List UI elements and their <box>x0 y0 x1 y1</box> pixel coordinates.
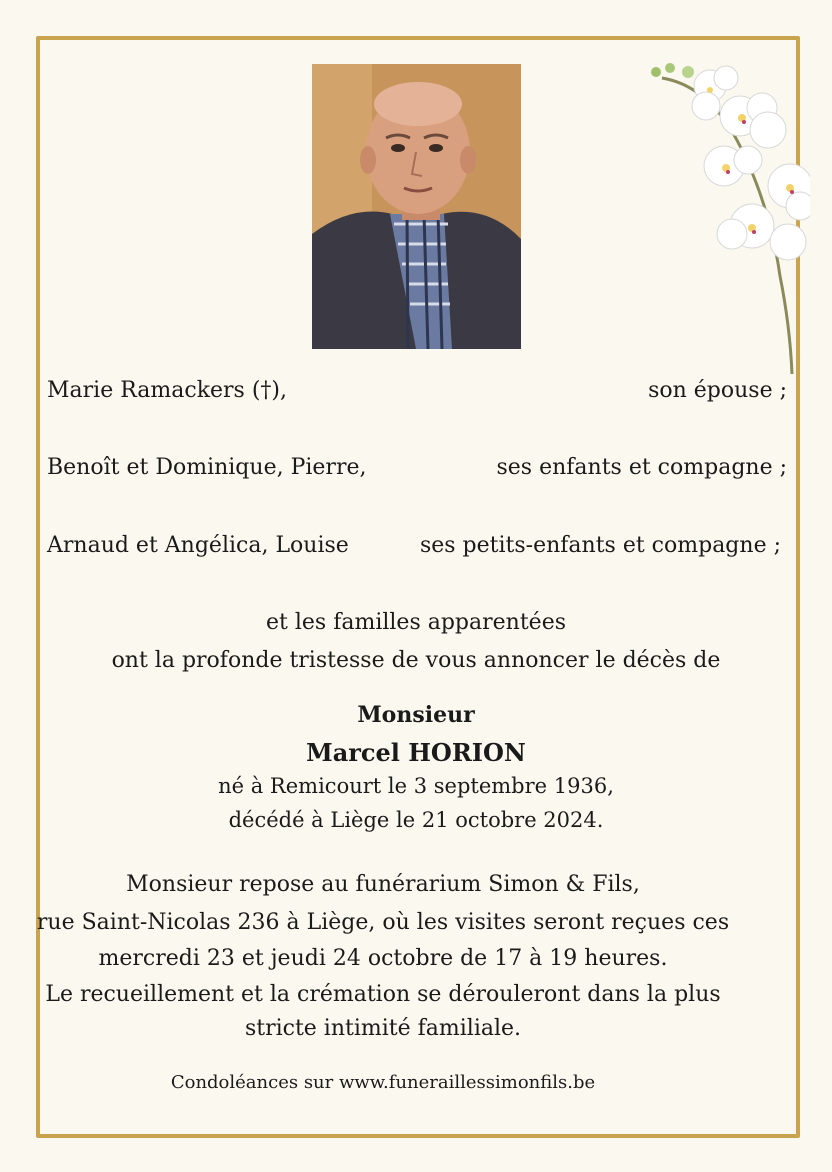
family-relation: son épouse ; <box>648 378 787 403</box>
orchid-decoration-icon <box>640 56 810 376</box>
family-row-grandchildren <box>47 533 787 567</box>
details-line-5: stricte intimité familiale. <box>244 1016 522 1041</box>
family-names: Arnaud et Angélica, Louise <box>47 533 349 558</box>
family-row-children <box>47 455 787 489</box>
details-line-4: Le recueillement et la crémation se dérouleront dans la plus <box>45 982 721 1007</box>
family-row-spouse <box>47 378 787 412</box>
details-line-3: mercredi 23 et jeudi 24 octobre de 17 à 19 heures. <box>98 946 668 971</box>
family-relation: ses petits-enfants et compagne ; <box>419 533 781 558</box>
portrait-photo <box>312 64 521 349</box>
deceased-name: Marcel HORION <box>306 738 526 767</box>
details-line-1: Monsieur repose au funérarium Simon & Fils, <box>126 872 640 897</box>
intro-line-2: ont la profonde tristesse de vous annoncer le décès de <box>111 648 721 673</box>
intro-line-1: et les familles apparentées <box>266 610 566 635</box>
birth-line: né à Remicourt le 3 septembre 1936, <box>218 774 614 798</box>
condolences-footer: Condoléances sur www.funeraillessimonfils.be <box>170 1072 596 1093</box>
death-line: décédé à Liège le 21 octobre 2024. <box>228 808 604 832</box>
deceased-title: Monsieur <box>357 702 475 728</box>
family-names: Marie Ramackers (†), <box>47 378 288 403</box>
family-relation: ses enfants et compagne ; <box>496 455 787 480</box>
details-line-2: rue Saint-Nicolas 236 à Liège, où les visites seront reçues ces <box>36 910 730 935</box>
family-names: Benoît et Dominique, Pierre, <box>47 455 367 480</box>
